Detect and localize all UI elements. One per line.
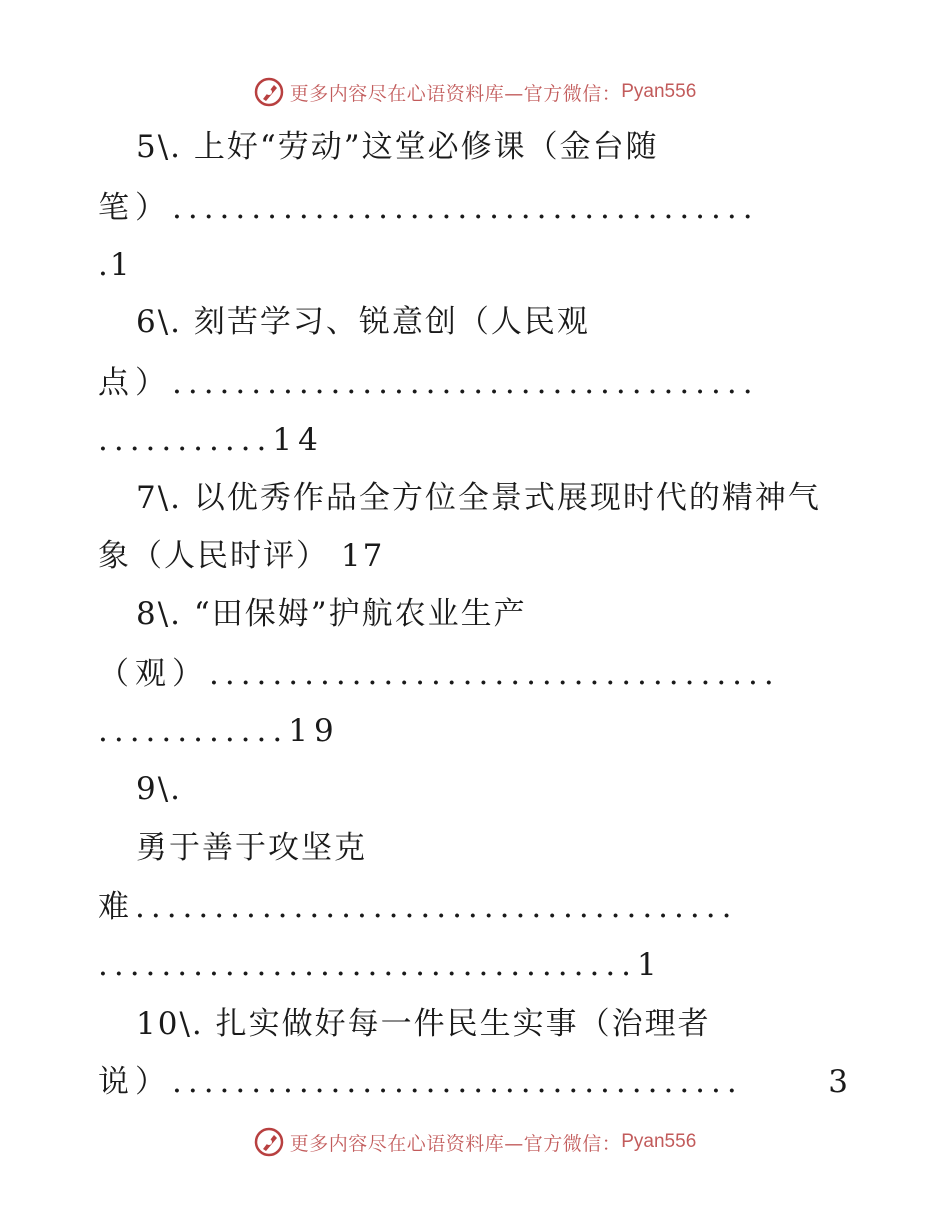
toc-entry-6-page: ...........14: [98, 422, 324, 458]
toc-entry-6-leader: 点）.....................................: [98, 365, 759, 401]
toc-entry-7-title: 7\. 以优秀作品全方位全景式展现时代的精神气: [136, 480, 821, 516]
toc-entry-10-title: 10\. 扎实做好每一件民生实事（治理者: [136, 1006, 711, 1042]
watermark-text: 更多内容尽在心语资料库—官方微信：: [289, 82, 622, 105]
watermark-account: Pyan556: [621, 1131, 697, 1152]
toc-entry-5-page: .1: [98, 247, 132, 283]
toc-entry-10-page: 3: [828, 1064, 848, 1100]
toc-entry-8-title: 8\. “田保姆”护航农业生产: [136, 596, 527, 632]
quill-logo-icon: [254, 77, 284, 107]
toc-entry-7-continuation: 象（人民时评） 17: [98, 538, 385, 574]
toc-entry-5-title: 5\. 上好“劳动”这堂必修课（金台随: [136, 129, 659, 165]
toc-entry-9-page: ..................................1: [98, 947, 663, 983]
watermark-account: Pyan556: [621, 81, 697, 102]
toc-entry-8-leader: （观）....................................: [98, 656, 780, 692]
watermark-banner-bottom: [0, 1122, 950, 1162]
toc-entry-8-page: ............19: [98, 713, 340, 749]
toc-entry-9-title: 勇于善于攻坚克: [136, 830, 367, 866]
quill-logo-icon: [254, 1127, 284, 1157]
watermark-banner-top: [0, 72, 950, 112]
watermark-text: 更多内容尽在心语资料库—官方微信：: [289, 1132, 622, 1155]
toc-entry-10-leader: 说）....................................: [98, 1064, 743, 1100]
toc-entry-9-number: 9\.: [136, 771, 183, 807]
toc-entry-9-leader: 难......................................: [98, 889, 738, 925]
toc-entry-5-leader: 笔）.....................................: [98, 190, 759, 226]
toc-entry-6-title: 6\. 刻苦学习、锐意创（人民观: [136, 304, 590, 340]
